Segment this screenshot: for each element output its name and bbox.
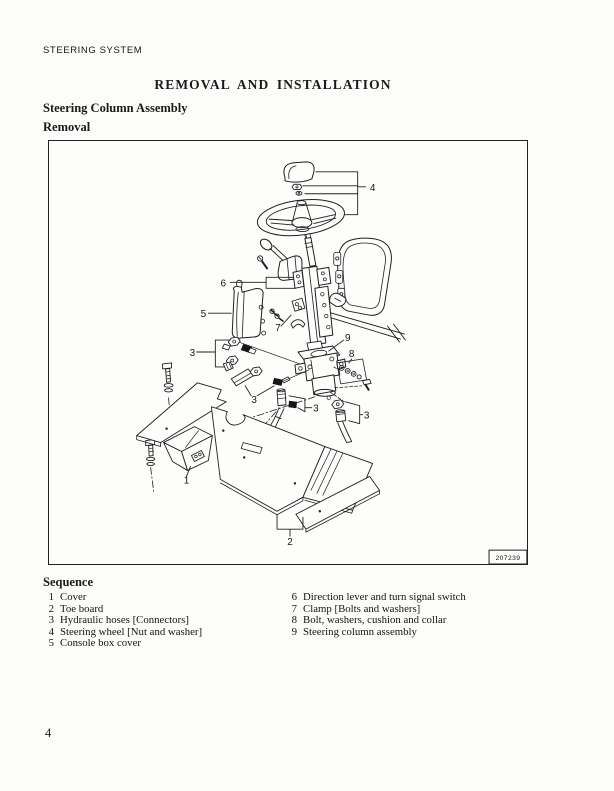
- sequence-list-right: [287, 592, 466, 638]
- horn-pad: [284, 162, 314, 182]
- item-number: 7: [291, 602, 297, 615]
- item-label: Steering column assembly: [303, 625, 417, 638]
- item-number: 4: [48, 625, 54, 638]
- item-number: 5: [48, 637, 54, 649]
- figure-number-box: [489, 550, 527, 564]
- sequence-list-left: [44, 592, 202, 650]
- wheel-nut: [292, 184, 302, 189]
- steering-gear-box: [242, 340, 346, 421]
- callout-3d: 3: [363, 410, 370, 422]
- callout-6: 6: [220, 278, 227, 290]
- callout-1: 1: [183, 475, 190, 487]
- wheel-washer: [296, 191, 302, 195]
- console-box-cover: [208, 280, 265, 338]
- item-label: Steering wheel [Nut and washer]: [60, 625, 203, 638]
- item-number: 1: [48, 591, 54, 603]
- item-label: Console box cover: [60, 637, 141, 649]
- section-title: Steering Column Assembly: [43, 101, 188, 115]
- hose-connector-a: [196, 337, 300, 371]
- callout-8: 8: [348, 348, 355, 360]
- callout-3c: 3: [313, 403, 319, 415]
- item-label: Hydraulic hoses [Connectors]: [60, 614, 189, 626]
- callout-3b: 3: [251, 394, 257, 406]
- hose-connector-c: [262, 389, 312, 430]
- callout-9: 9: [344, 333, 351, 345]
- mounting-bolt-lower: [146, 440, 155, 492]
- callout-4: 4: [369, 182, 376, 194]
- sequence-heading: Sequence: [43, 575, 93, 589]
- sequence-item: [44, 638, 202, 650]
- figure-box: [48, 140, 528, 565]
- page-number: 4: [45, 726, 52, 740]
- figure-illustration: [49, 141, 527, 564]
- item-number: 2: [48, 602, 54, 615]
- hose-connector-d: [327, 392, 363, 443]
- item-label: Direction lever and turn signal switch: [303, 591, 466, 603]
- page-title: REMOVAL AND INSTALLATION: [154, 77, 392, 92]
- callout-3a: 3: [189, 347, 196, 359]
- callout-7: 7: [275, 323, 281, 335]
- sequence-item: [287, 627, 466, 639]
- steering-column-jacket: [293, 234, 333, 345]
- page-header: STEERING SYSTEM: [43, 45, 143, 56]
- item-number: 9: [291, 625, 297, 638]
- item-number: 8: [291, 614, 297, 626]
- callout-2: 2: [287, 537, 293, 549]
- item-number: 6: [291, 591, 297, 603]
- item-label: Clamp [Bolts and washers]: [303, 602, 421, 615]
- item-label: Cover: [60, 591, 87, 603]
- item-number: 3: [48, 614, 54, 626]
- subsection-title: Removal: [43, 120, 91, 134]
- item-label: Bolt, washers, cushion and collar: [303, 614, 447, 626]
- callout-5: 5: [200, 309, 207, 321]
- item-label: Toe board: [60, 602, 104, 615]
- figure-number: 207239: [495, 555, 521, 563]
